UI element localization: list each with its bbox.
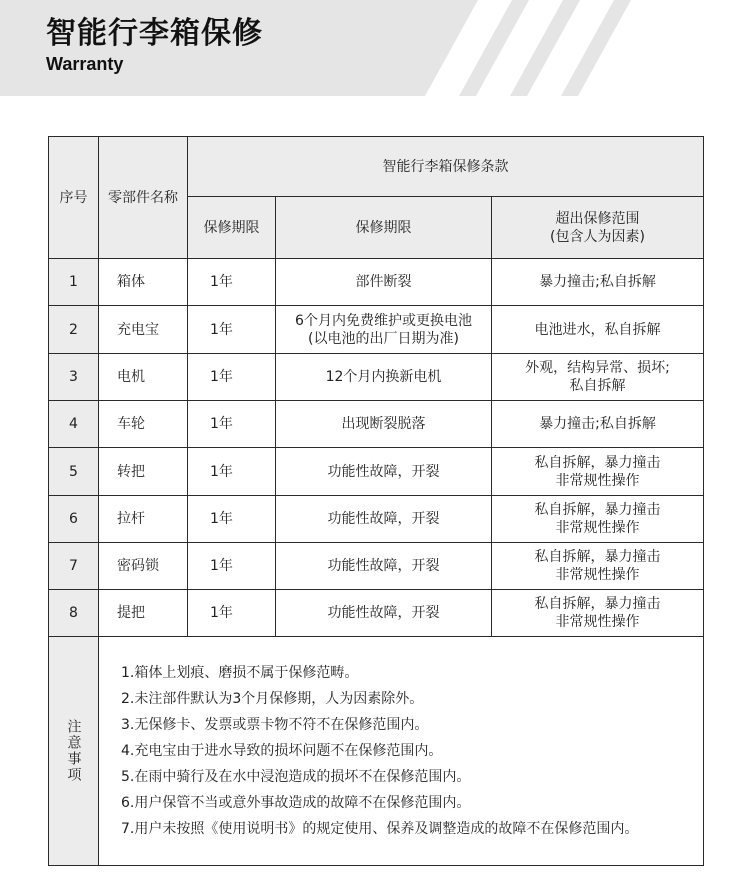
warranty-table: [48, 136, 704, 866]
header-band: [0, 0, 750, 96]
notes-list-item: 2.未注部件默认为3个月保修期，人为因素除外。: [121, 691, 424, 707]
page-title: 智能行李箱保修: [46, 16, 263, 51]
notes-list-item: 7.用户未按照《使用说明书》的规定使用、保养及调整造成的故障不在保修范围内。: [121, 821, 639, 837]
table-row: [49, 496, 704, 543]
row-no: 1: [49, 259, 99, 306]
header-part-name: 零部件名称: [99, 137, 188, 259]
page-subtitle: Warranty: [46, 54, 124, 74]
table-row: [49, 448, 704, 496]
row-period: 1年: [188, 543, 276, 590]
row-part-name: 车轮: [99, 401, 188, 448]
header-no: 序号: [49, 137, 99, 259]
row-terms: 12个月内换新电机: [276, 354, 492, 401]
table-row: [49, 401, 704, 448]
row-excluded: 私自拆解，暴力撞击 非常规性操作: [492, 590, 704, 637]
row-no: 4: [49, 401, 99, 448]
row-part-name: 箱体: [99, 259, 188, 306]
row-part-name: 提把: [99, 590, 188, 637]
notes-list: [103, 650, 699, 852]
row-excluded: 电池进水，私自拆解: [492, 306, 704, 354]
row-terms: 功能性故障，开裂: [276, 590, 492, 637]
row-no: 2: [49, 306, 99, 354]
notes-label-cell: [49, 637, 99, 866]
table-row: [49, 259, 704, 306]
row-no: 3: [49, 354, 99, 401]
row-part-name: 转把: [99, 448, 188, 496]
row-terms: 6个月内免费维护或更换电池 (以电池的出厂日期为准): [276, 306, 492, 354]
row-terms: 出现断裂脱落: [276, 401, 492, 448]
row-period: 1年: [188, 496, 276, 543]
notes-list-item: 6.用户保管不当或意外事故造成的故障不在保修范围内。: [121, 795, 471, 811]
row-period: 1年: [188, 306, 276, 354]
table-row: [49, 590, 704, 637]
row-terms: 功能性故障，开裂: [276, 496, 492, 543]
row-terms: 功能性故障，开裂: [276, 543, 492, 590]
notes-list-item: 5.在雨中骑行及在水中浸泡造成的损坏不在保修范围内。: [121, 769, 471, 785]
notes-list-item: 3.无保修卡、发票或票卡物不符不在保修范围内。: [121, 717, 429, 733]
row-period: 1年: [188, 448, 276, 496]
header-terms: 保修期限: [276, 197, 492, 259]
row-period: 1年: [188, 354, 276, 401]
row-part-name: 密码锁: [99, 543, 188, 590]
row-no: 7: [49, 543, 99, 590]
notes-row: [49, 637, 704, 866]
notes-list-item: 4.充电宝由于进水导致的损坏问题不在保修范围内。: [121, 743, 443, 759]
table-row: [49, 354, 704, 401]
row-no: 6: [49, 496, 99, 543]
row-no: 5: [49, 448, 99, 496]
row-excluded: 暴力撞击;私自拆解: [492, 401, 704, 448]
row-period: 1年: [188, 401, 276, 448]
row-terms: 功能性故障，开裂: [276, 448, 492, 496]
row-excluded: 外观，结构异常、损坏; 私自拆解: [492, 354, 704, 401]
row-period: 1年: [188, 590, 276, 637]
header-period: 保修期限: [188, 197, 276, 259]
row-no: 8: [49, 590, 99, 637]
row-period: 1年: [188, 259, 276, 306]
row-excluded: 私自拆解，暴力撞击 非常规性操作: [492, 448, 704, 496]
row-part-name: 充电宝: [99, 306, 188, 354]
notes-content-cell: [99, 637, 704, 866]
notes-list-item: 1.箱体上划痕、磨损不属于保修范畴。: [121, 665, 359, 681]
row-excluded: 私自拆解，暴力撞击 非常规性操作: [492, 543, 704, 590]
table-row: [49, 306, 704, 354]
header-excluded: 超出保修范围 (包含人为因素): [492, 197, 704, 259]
table-row: [49, 543, 704, 590]
notes-label: 注意事项: [65, 719, 82, 783]
header-warranty-terms: 智能行李箱保修条款: [188, 137, 704, 197]
row-terms: 部件断裂: [276, 259, 492, 306]
row-part-name: 电机: [99, 354, 188, 401]
row-part-name: 拉杆: [99, 496, 188, 543]
row-excluded: 私自拆解，暴力撞击 非常规性操作: [492, 496, 704, 543]
row-excluded: 暴力撞击;私自拆解: [492, 259, 704, 306]
